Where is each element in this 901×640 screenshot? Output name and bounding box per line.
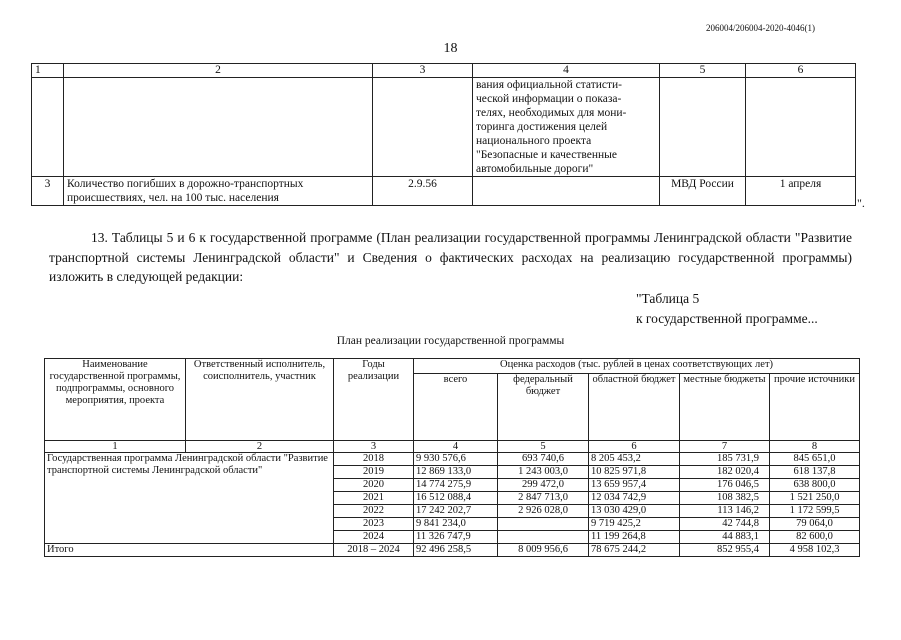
year-cell: 2024	[334, 531, 414, 544]
table-header-row	[45, 359, 860, 374]
other-cell: 618 137,8	[770, 466, 860, 479]
method-cell	[473, 177, 660, 206]
header-name: Наименование государственной программы, подпрограммы, основного мероприятия, проекта	[45, 359, 186, 441]
plan-table	[44, 358, 860, 557]
row-number: 3	[32, 177, 64, 206]
total-cell: 9 930 576,6	[414, 453, 498, 466]
text-line: телях, необходимых для мони-	[476, 107, 627, 119]
regional-cell: 10 825 971,8	[589, 466, 680, 479]
regional-cell: 9 719 425,2	[589, 518, 680, 531]
federal-cell	[498, 531, 589, 544]
local-cell: 182 020,4	[680, 466, 770, 479]
indicator-table	[31, 63, 856, 206]
total-cell: 16 512 088,4	[414, 492, 498, 505]
column-number: 3	[334, 441, 414, 453]
text-line: ческой информации о показа-	[476, 93, 622, 105]
regional-cell: 11 199 264,8	[589, 531, 680, 544]
text-line: автомобильные дороги"	[476, 163, 594, 175]
year-cell: 2018 – 2024	[334, 544, 414, 557]
indicator-name	[64, 177, 373, 206]
paragraph	[49, 228, 852, 287]
page-number: 18	[443, 41, 458, 56]
local-cell: 176 046,5	[680, 479, 770, 492]
local-cell: 44 883,1	[680, 531, 770, 544]
year-cell: 2023	[334, 518, 414, 531]
closing-quote: ".	[857, 196, 865, 210]
other-cell: 1 172 599,5	[770, 505, 860, 518]
column-number: 6	[589, 441, 680, 453]
text-line: "Безопасные и качественные	[476, 149, 617, 161]
federal-cell: 299 472,0	[498, 479, 589, 492]
year-cell: 2021	[334, 492, 414, 505]
total-cell: 92 496 258,5	[414, 544, 498, 557]
indicator-code: 2.9.56	[373, 177, 473, 206]
regional-cell: 13 030 429,0	[589, 505, 680, 518]
total-label: Итого	[45, 544, 334, 557]
text-line: национального проекта	[476, 135, 592, 147]
table-row	[32, 177, 856, 206]
table-title: План реализации государственной программы	[336, 335, 565, 347]
regional-cell: 78 675 244,2	[589, 544, 680, 557]
federal-cell	[498, 518, 589, 531]
table-row	[45, 453, 860, 466]
header-responsible: Ответственный исполнитель, соисполнитель, участник	[186, 359, 334, 441]
total-cell: 9 841 234,0	[414, 518, 498, 531]
program-name: Государственная программа Ленинградской области "Развитие транспортной системы Ленинградской области"	[45, 453, 334, 544]
total-cell: 12 869 133,0	[414, 466, 498, 479]
column-number: 1	[45, 441, 186, 453]
text-line: вания официальной статисти-	[476, 79, 623, 91]
federal-cell: 8 009 956,6	[498, 544, 589, 557]
responsible-org: МВД России	[660, 177, 746, 206]
text-line: происшествиях, чел. на 100 тыс. населения	[67, 192, 279, 204]
header-local: местные бюджеты	[680, 374, 770, 441]
header-years: Годы реализации	[334, 359, 414, 441]
regional-cell: 13 659 957,4	[589, 479, 680, 492]
federal-cell: 1 243 003,0	[498, 466, 589, 479]
header-regional: областной бюджет	[589, 374, 680, 441]
federal-cell: 2 926 028,0	[498, 505, 589, 518]
header-estimate: Оценка расходов (тыс. рублей в ценах соответствующих лет)	[414, 359, 860, 374]
local-cell: 42 744,8	[680, 518, 770, 531]
total-cell: 17 242 202,7	[414, 505, 498, 518]
column-number-row	[45, 441, 860, 453]
local-cell: 108 382,5	[680, 492, 770, 505]
total-cell: 11 326 747,9	[414, 531, 498, 544]
column-number: 7	[680, 441, 770, 453]
header-cell: 2	[64, 64, 373, 78]
year-cell: 2022	[334, 505, 414, 518]
local-cell: 113 146,2	[680, 505, 770, 518]
text-line: Количество погибших в дорожно-транспортных	[67, 178, 304, 190]
header-cell: 3	[373, 64, 473, 78]
method-cell	[473, 78, 660, 177]
caption-line: к государственной программе...	[636, 310, 818, 326]
table-caption	[636, 289, 818, 328]
other-cell: 638 800,0	[770, 479, 860, 492]
column-number: 2	[186, 441, 334, 453]
total-cell: 14 774 275,9	[414, 479, 498, 492]
table-row	[32, 78, 856, 177]
paragraph-text: 13. Таблицы 5 и 6 к государственной программе (План реализации государственной программы Ленинградской области "Развитие транспортной системы Ленинградской области" и Сведения о фактических расходах на реализацию государственной программы) изложить в следующей редакции:	[49, 230, 852, 284]
header-other: прочие источники	[770, 374, 860, 441]
regional-cell: 8 205 453,2	[589, 453, 680, 466]
local-cell: 852 955,4	[680, 544, 770, 557]
other-cell: 82 600,0	[770, 531, 860, 544]
other-cell: 845 651,0	[770, 453, 860, 466]
header-total: всего	[414, 374, 498, 441]
other-cell: 79 064,0	[770, 518, 860, 531]
column-number: 5	[498, 441, 589, 453]
federal-cell: 2 847 713,0	[498, 492, 589, 505]
year-cell: 2019	[334, 466, 414, 479]
caption-line: "Таблица 5	[636, 291, 700, 306]
local-cell: 185 731,9	[680, 453, 770, 466]
year-cell: 2020	[334, 479, 414, 492]
year-cell: 2018	[334, 453, 414, 466]
document-number: 206004/206004-2020-4046(1)	[706, 23, 815, 33]
federal-cell: 693 740,6	[498, 453, 589, 466]
total-row	[45, 544, 860, 557]
text-line: торинга достижения целей	[476, 121, 608, 133]
regional-cell: 12 034 742,9	[589, 492, 680, 505]
due-date: 1 апреля	[746, 177, 856, 206]
column-number: 8	[770, 441, 860, 453]
other-cell: 1 521 250,0	[770, 492, 860, 505]
column-number: 4	[414, 441, 498, 453]
header-cell: 4	[473, 64, 660, 78]
header-cell: 1	[32, 64, 64, 78]
header-cell: 6	[746, 64, 856, 78]
header-cell: 5	[660, 64, 746, 78]
other-cell: 4 958 102,3	[770, 544, 860, 557]
header-federal: федеральный бюджет	[498, 374, 589, 441]
table-header-row	[32, 64, 856, 78]
